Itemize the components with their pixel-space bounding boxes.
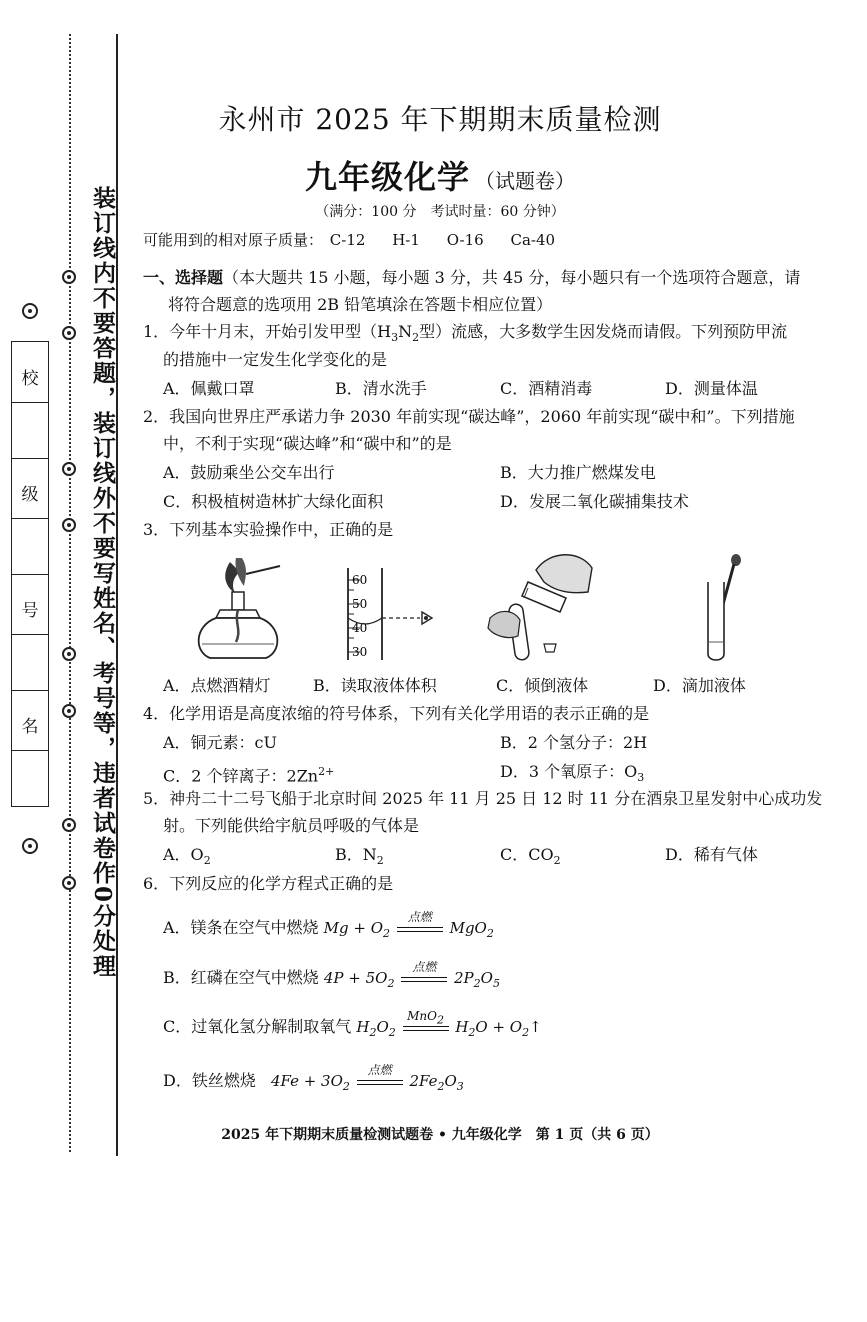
binding-hole-marker [22,303,38,319]
q3-option-c: C．倾倒液体 [496,676,589,695]
binding-hole-marker [62,462,76,476]
q4-option-b: B．2 个氢分子：2H [500,733,648,752]
cylinder-reading-figure [340,566,440,662]
section-heading: 一、选择题（本大题共 15 小题，每小题 3 分，共 45 分，每小题只有一个选项符合题意，请 [143,268,801,287]
q6-option-d: D．铁丝燃烧 $4Fe + 3O_2$ 点燃 $2Fe_2O_3$ [163,1063,464,1093]
cylinder-tick-40: 40 [352,621,368,635]
q6-b-equation: $4P + 5O_2$ 点燃 $2P_2O_5$ [323,960,500,990]
question-4-stem: 4．化学用语是高度浓缩的符号体系，下列有关化学用语的表示正确的是 [143,704,650,723]
q4-option-c: C．2 个锌离子：$2Zn^{2+}$ [163,765,335,786]
binding-warning: 装订线内不要答题，装订线外不要写姓名、考号等，违者试卷作0分处理 [89,186,116,980]
atomic-mass-item: O-16 [446,231,484,249]
dropper-figure [690,552,750,664]
q1-option-a: A．佩戴口罩 [163,379,255,398]
binding-hole-marker [22,838,38,854]
class-field-label: 级 [21,485,39,505]
q1-option-d: D．测量体温 [665,379,758,398]
cylinder-tick-60: 60 [352,573,368,587]
q2-option-d: D．发展二氧化碳捕集技术 [500,492,689,511]
q4-option-d: D．3 个氧原子：$O_3$ [500,762,645,785]
cylinder-tick-50: 50 [352,597,368,611]
alcohol-lamp-figure [190,552,290,670]
q4-option-a: A．铜元素：cU [163,733,278,752]
q3-option-a: A．点燃酒精灯 [163,676,271,695]
binding-hole-marker [62,326,76,340]
binding-hole-marker [62,876,76,890]
atomic-mass-item: Ca-40 [510,231,556,249]
q3-option-d: D．滴加液体 [653,676,746,695]
q2-option-a: A．鼓励乘坐公交车出行 [163,463,335,482]
binding-hole-marker [62,270,76,284]
name-field-label: 名 [21,717,39,737]
binding-dotted-line [69,34,71,1152]
atomic-mass-item: C-12 [329,231,366,249]
binding-hole-marker [62,704,76,718]
q3-option-b: B．读取液体体积 [313,676,437,695]
subject-note: （试题卷） [475,169,576,193]
section-description: 将符合题意的选项用 2B 铅笔填涂在答题卡相应位置） [168,295,553,314]
question-5-stem-line2: 射。下列能供给宇航员呼吸的气体是 [163,816,420,835]
cylinder-tick-30: 30 [352,645,368,659]
binding-solid-line [116,34,118,1156]
atomic-masses [143,229,577,250]
question-2-stem-line2: 中，不利于实现“碳达峰”和“碳中和”的是 [163,434,452,453]
q1-option-b: B．清水洗手 [335,379,427,398]
pouring-liquid-figure [480,548,610,666]
binding-hole-marker [62,818,76,832]
student-info-box [11,341,49,807]
q6-option-a: A．镁条在空气中燃烧 $Mg + O_2$ 点燃 MgO$_2$ [163,910,494,940]
question-1-stem: 1．今年十月末，开始引发甲型（$H_3N_2$型）流感，大多数学生因发烧而请假。下列预防甲流 [143,322,788,345]
school-field-label: 校 [21,369,39,389]
subject-heading [140,152,740,198]
page-footer: 2025 年下期期末质量检测试题卷 • 九年级化学 第 1 页（共 6 页） [221,1127,659,1143]
question-3-stem: 3．下列基本实验操作中，正确的是 [143,520,394,539]
question-6-stem: 6．下列反应的化学方程式正确的是 [143,874,394,893]
q6-a-equation: $Mg + O_2$ 点燃 MgO$_2$ [323,910,494,940]
atomic-mass-item: H-1 [392,231,420,249]
exam-number-field-label: 号 [21,601,39,621]
q6-c-equation: $H_2O_2$ MnO$_2$ $H_2O$ + $O_2↑$ [356,1009,542,1039]
q5-option-b: B．$N_2$ [335,845,384,868]
question-1-stem-line2: 的措施中一定发生化学变化的是 [163,350,388,369]
q5-option-c: C．$CO_2$ [500,845,561,868]
q2-option-b: B．大力推广燃煤发电 [500,463,656,482]
question-2-stem: 2．我国向世界庄严承诺力争 2030 年前实现“碳达峰”，2060 年前实现“碳中和”。下列措施 [143,407,795,426]
q1-option-c: C．酒精消毒 [500,379,593,398]
exam-meta: （满分：100 分 考试时量：60 分钟） [315,204,565,220]
q6-option-b: B．红磷在空气中燃烧 $4P + 5O_2$ 点燃 $2P_2O_5$ [163,960,500,990]
q5-option-d: D．稀有气体 [665,845,758,864]
atomic-masses-label: 可能用到的相对原子质量： [143,231,324,249]
q5-option-a: A．$O_2$ [163,845,211,868]
binding-hole-marker [62,647,76,661]
q6-d-equation: $4Fe + 3O_2$ 点燃 $2Fe_2O_3$ [270,1063,464,1093]
q2-option-c: C．积极植树造林扩大绿化面积 [163,492,384,511]
q6-option-c: C．过氧化氢分解制取氧气 $H_2O_2$ MnO$_2$ $H_2O$ + $O_2↑$ [163,1009,542,1039]
subject-title: 九年级化学 [304,158,470,196]
exam-title: 永州市 2025 年下期期末质量检测 [218,103,662,136]
question-5-stem: 5．神舟二十二号飞船于北京时间 2025 年 11 月 25 日 12 时 11 分在酒泉卫星发射中心成功发 [143,789,823,808]
binding-hole-marker [62,518,76,532]
